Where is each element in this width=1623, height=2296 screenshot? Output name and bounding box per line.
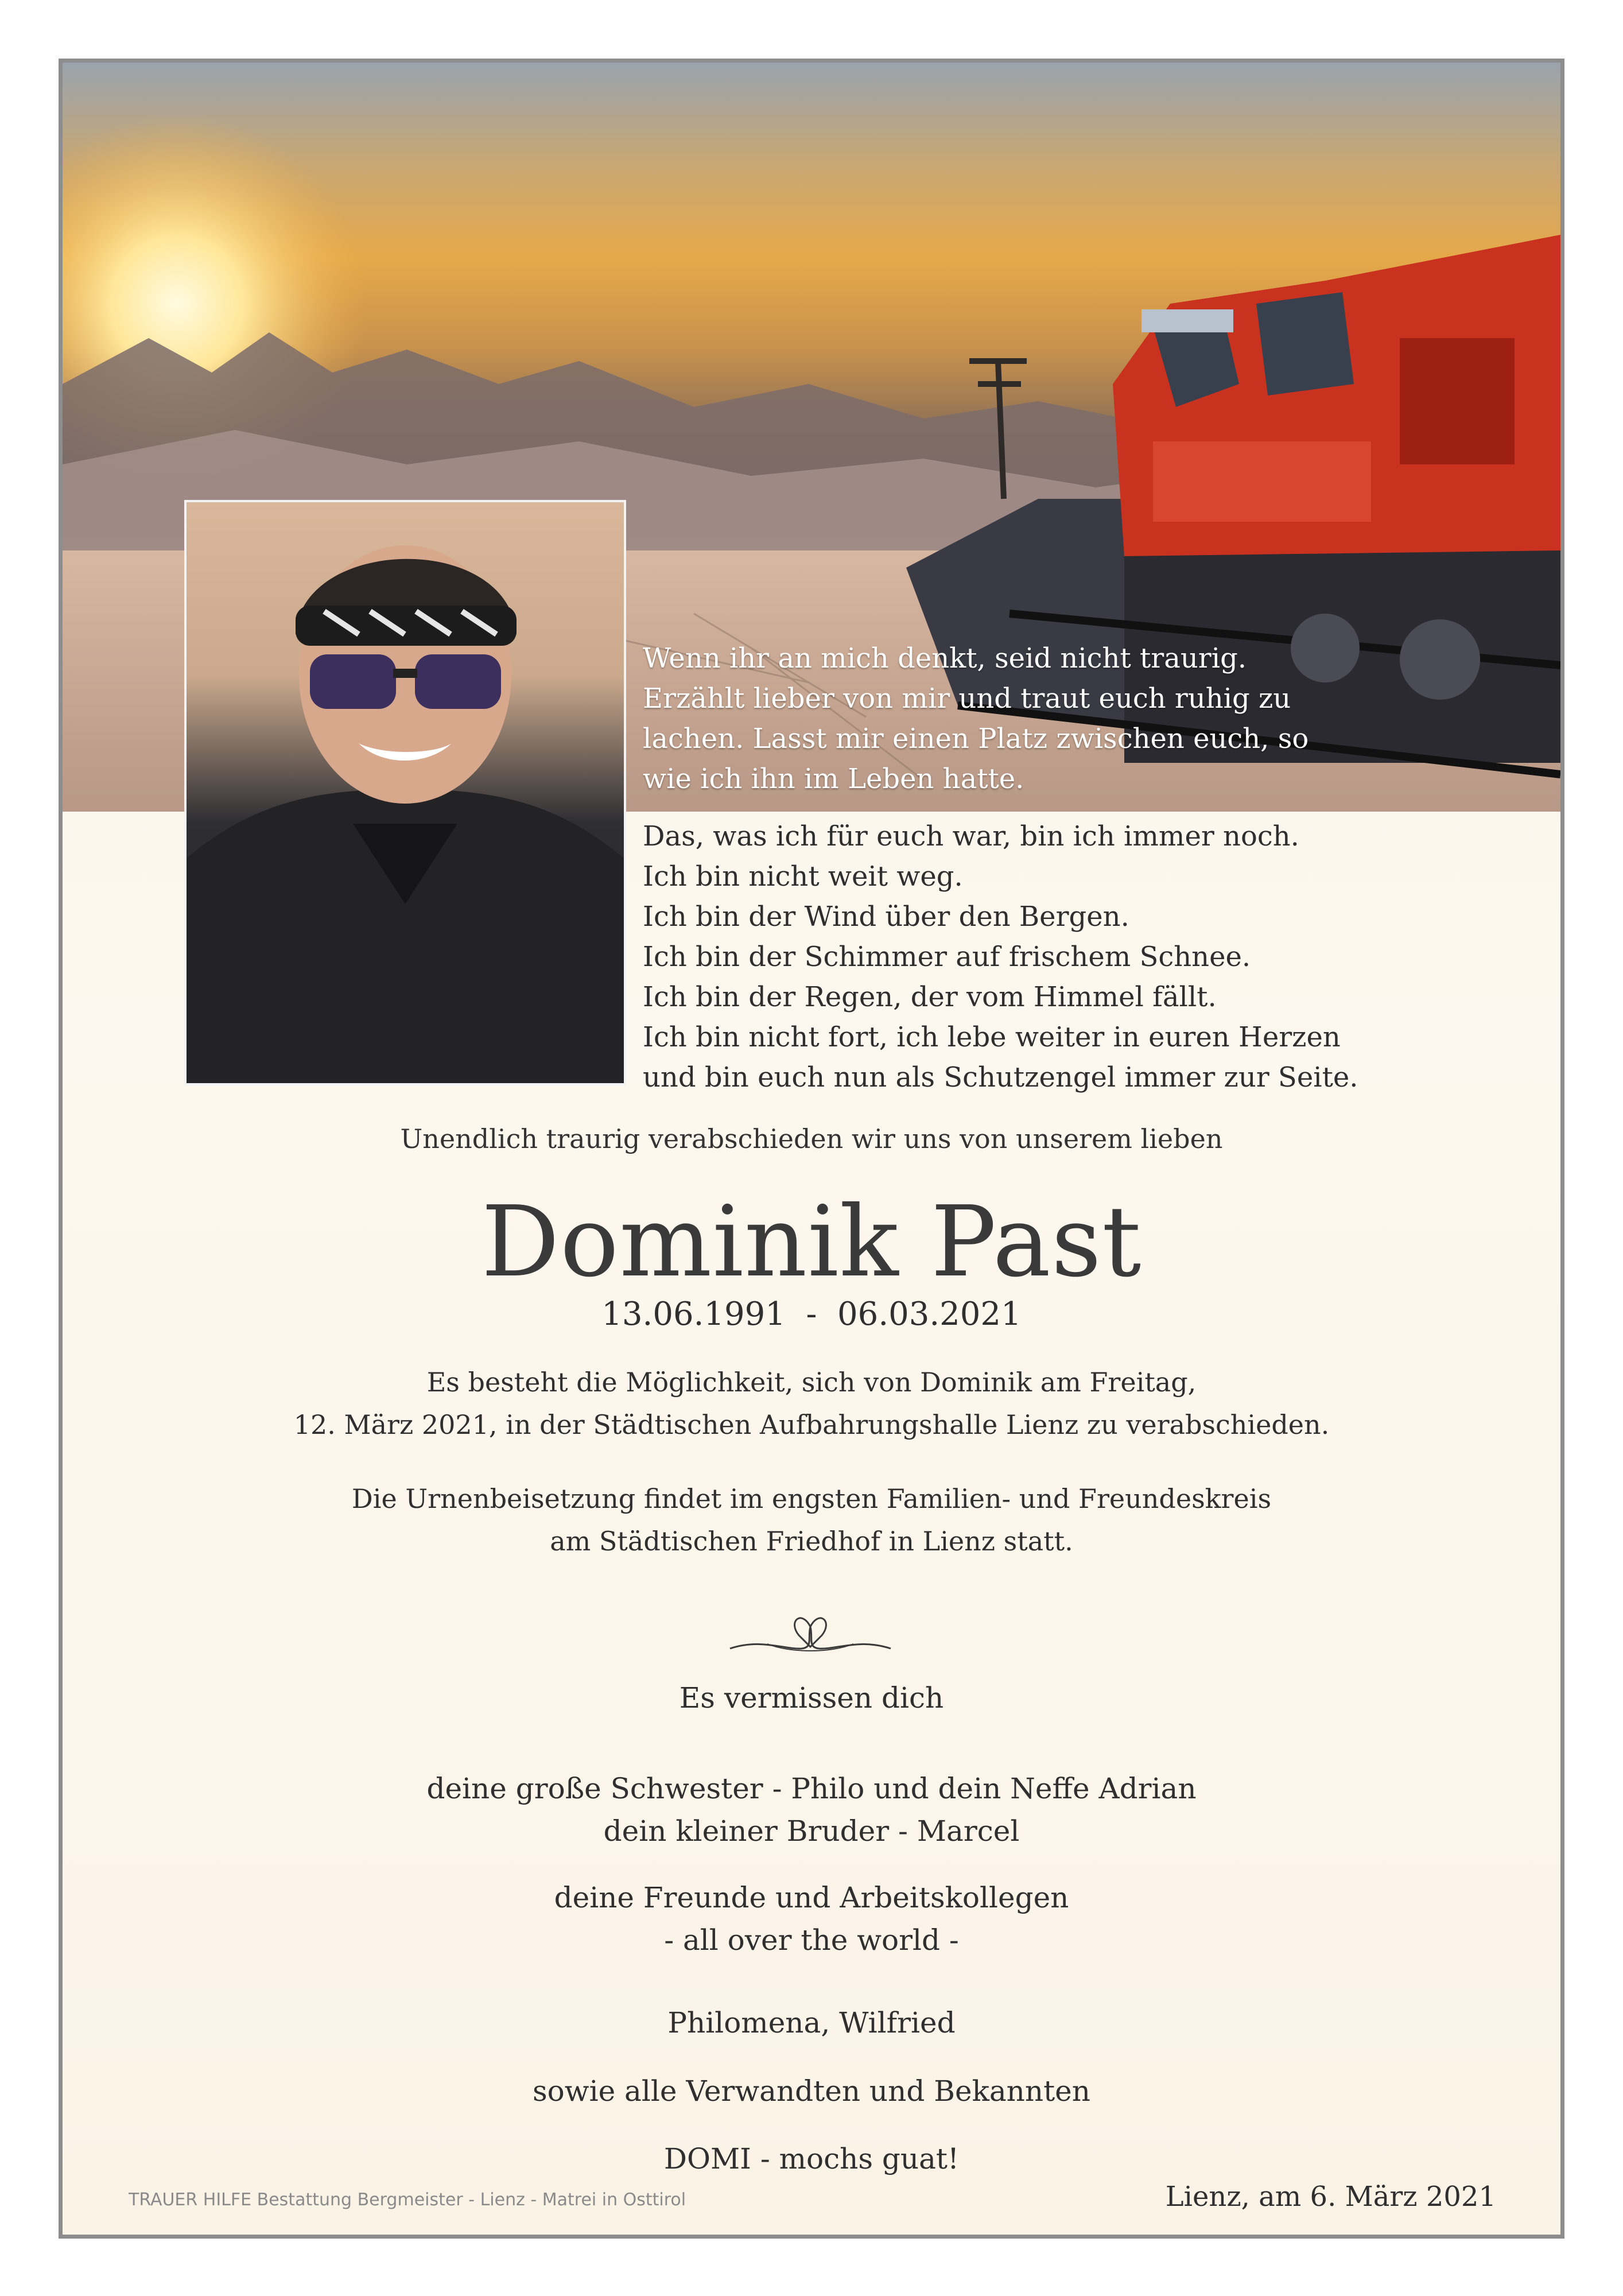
family-line: - all over the world - (664, 1923, 959, 1957)
poem-line: und bin euch nun als Schutzengel immer zur Seite. (643, 1061, 1358, 1093)
sunglasses-left-lens (310, 654, 396, 709)
life-dates: 13.06.1991 - 06.03.2021 (601, 1296, 1022, 1333)
poem-line: wie ich ihn im Leben hatte. (643, 763, 1024, 795)
poem-line: Ich bin nicht fort, ich lebe weiter in euren Herzen (643, 1021, 1341, 1053)
person-illustration (187, 502, 624, 1083)
poem-top-block (643, 638, 1389, 799)
family-line: dein kleiner Bruder - Marcel (603, 1814, 1020, 1848)
poem-line: Ich bin der Regen, der vom Himmel fällt. (643, 981, 1217, 1013)
poem-line: lachen. Lasst mir einen Platz zwischen euch, so (643, 723, 1309, 755)
portrait-photo (184, 500, 626, 1085)
intro-text: Unendlich traurig verabschieden wir uns von unserem lieben (400, 1123, 1223, 1154)
burial-line: Die Urnenbeisetzung findet im engsten Familien- und Freundeskreis (351, 1483, 1272, 1514)
place-and-date: Lienz, am 6. März 2021 (1165, 2181, 1496, 2213)
poem-line: Ich bin der Schimmer auf frischem Schnee. (643, 941, 1251, 973)
family-line-relatives: sowie alle Verwandten und Bekannten (533, 2074, 1090, 2108)
closing-greeting: DOMI - mochs guat! (663, 2142, 960, 2175)
poem-line: Ich bin nicht weit weg. (643, 860, 963, 893)
farewell-line: Es besteht die Möglichkeit, sich von Dominik am Freitag, (426, 1367, 1197, 1398)
family-group-siblings (63, 1767, 1560, 1852)
farewell-paragraph (63, 1361, 1560, 1446)
poem-line: Ich bin der Wind über den Bergen. (643, 901, 1129, 933)
deceased-name: Dominik Past (481, 1185, 1142, 1299)
sunglasses-right-lens (415, 654, 501, 709)
poem-line: Erzählt lieber von mir und traut euch ruhig zu (643, 682, 1291, 715)
burial-paragraph (63, 1477, 1560, 1562)
poem-line: Das, was ich für euch war, bin ich immer noch. (643, 820, 1299, 852)
poem-line: Wenn ihr an mich denkt, seid nicht traurig. (643, 642, 1247, 674)
burial-line: am Städtischen Friedhof in Lienz statt. (550, 1526, 1073, 1557)
poem-bottom-block (643, 816, 1389, 1097)
heart-ornament-icon (727, 1604, 894, 1667)
funeral-home-credit: TRAUER HILFE Bestattung Bergmeister - Lienz - Matrei in Osttirol (129, 2190, 686, 2210)
family-line: deine große Schwester - Philo und dein Neffe Adrian (426, 1772, 1197, 1805)
family-line: deine Freunde und Arbeitskollegen (554, 1881, 1069, 1914)
obituary-card (59, 59, 1564, 2239)
missed-heading: Es vermissen dich (679, 1681, 944, 1715)
farewell-line: 12. März 2021, in der Städtischen Aufbahrungshalle Lienz zu verabschieden. (293, 1409, 1330, 1440)
family-group-friends (63, 1876, 1560, 1961)
family-line-parents: Philomena, Wilfried (667, 2006, 956, 2039)
